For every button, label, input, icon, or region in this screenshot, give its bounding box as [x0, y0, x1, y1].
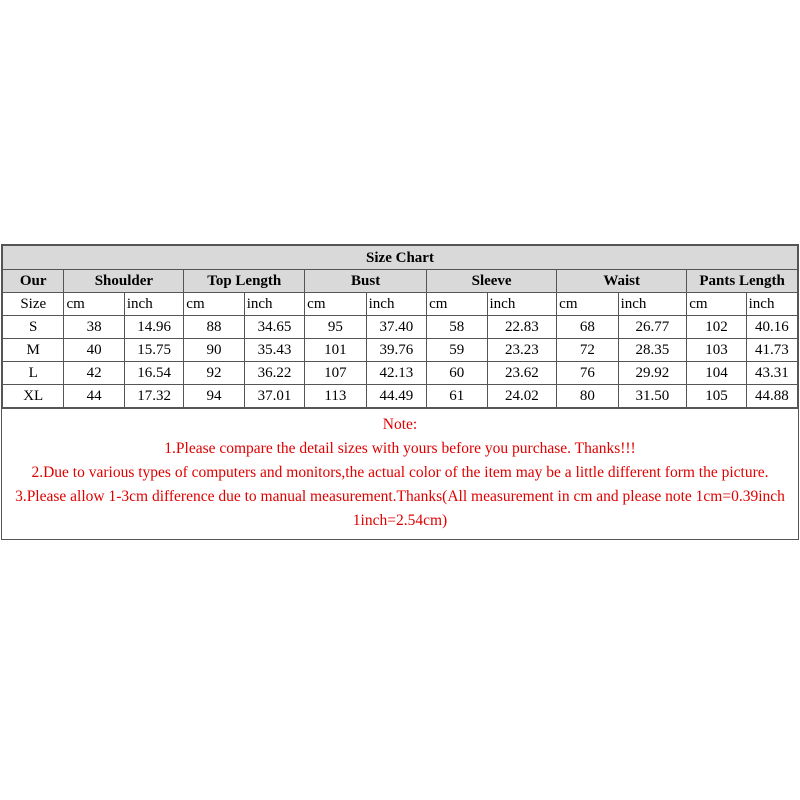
table-cell: 88: [184, 316, 244, 339]
table-row: [3, 316, 798, 339]
table-cell: 61: [427, 385, 487, 408]
table-cell: 80: [557, 385, 618, 408]
unit-cm: cm: [427, 293, 487, 316]
size-label: L: [3, 362, 64, 385]
table-cell: 31.50: [618, 385, 687, 408]
table-cell: 68: [557, 316, 618, 339]
unit-cm: cm: [687, 293, 746, 316]
table-cell: 103: [687, 339, 746, 362]
table-cell: 42: [64, 362, 124, 385]
note-2: 2.Due to various types of computers and monitors,the actual color of the item may be a little different form the picture.: [31, 464, 769, 481]
table-cell: 15.75: [124, 339, 183, 362]
table-cell: 35.43: [244, 339, 304, 362]
table-cell: 38: [64, 316, 124, 339]
table-cell: 44.88: [746, 385, 797, 408]
table-cell: 76: [557, 362, 618, 385]
table-cell: 107: [305, 362, 366, 385]
note-heading: Note:: [382, 416, 418, 433]
table-cell: 40.16: [746, 316, 797, 339]
unit-inch: inch: [244, 293, 304, 316]
table-row: [3, 385, 798, 408]
table-cell: 59: [427, 339, 487, 362]
table-cell: 36.22: [244, 362, 304, 385]
unit-inch: inch: [746, 293, 797, 316]
table-cell: 101: [305, 339, 366, 362]
table-cell: 44: [64, 385, 124, 408]
notes-section: [2, 408, 798, 539]
table-cell: 58: [427, 316, 487, 339]
unit-cm: cm: [305, 293, 366, 316]
table-cell: 43.31: [746, 362, 797, 385]
table-cell: 37.01: [244, 385, 304, 408]
size-label: XL: [3, 385, 64, 408]
table-cell: 105: [687, 385, 746, 408]
table-cell: 72: [557, 339, 618, 362]
table-cell: 26.77: [618, 316, 687, 339]
table-cell: 113: [305, 385, 366, 408]
table-cell: 37.40: [366, 316, 426, 339]
table-cell: 92: [184, 362, 244, 385]
table-cell: 40: [64, 339, 124, 362]
table-cell: 14.96: [124, 316, 183, 339]
table-cell: 44.49: [366, 385, 426, 408]
measure-header: Sleeve: [427, 270, 557, 293]
measure-header: Top Length: [184, 270, 305, 293]
table-cell: 23.62: [487, 362, 557, 385]
unit-inch: inch: [366, 293, 426, 316]
size-header-top: Our: [3, 270, 64, 293]
table-cell: 102: [687, 316, 746, 339]
unit-inch: inch: [618, 293, 687, 316]
size-chart: [1, 244, 799, 540]
measure-header: Pants Length: [687, 270, 798, 293]
table-cell: 23.23: [487, 339, 557, 362]
table-cell: 34.65: [244, 316, 304, 339]
table-row: [3, 362, 798, 385]
table-cell: 17.32: [124, 385, 183, 408]
table-cell: 41.73: [746, 339, 797, 362]
size-label: M: [3, 339, 64, 362]
note-3: 3.Please allow 1-3cm difference due to manual measurement.Thanks(All measurement in cm and please note 1cm=0.39inch 1inch=2.54cm): [15, 488, 785, 529]
unit-cm: cm: [557, 293, 618, 316]
table-cell: 16.54: [124, 362, 183, 385]
size-header-bottom: Size: [3, 293, 64, 316]
chart-title: Size Chart: [3, 246, 798, 270]
note-1: 1.Please compare the detail sizes with yours before you purchase. Thanks!!!: [164, 440, 636, 457]
measure-header: Bust: [305, 270, 427, 293]
unit-cm: cm: [184, 293, 244, 316]
unit-cm: cm: [64, 293, 124, 316]
table-row: [3, 339, 798, 362]
measure-header: Shoulder: [64, 270, 184, 293]
unit-inch: inch: [124, 293, 183, 316]
table-cell: 95: [305, 316, 366, 339]
table-cell: 29.92: [618, 362, 687, 385]
unit-inch: inch: [487, 293, 557, 316]
size-table: [2, 245, 798, 408]
table-cell: 94: [184, 385, 244, 408]
table-cell: 90: [184, 339, 244, 362]
table-cell: 104: [687, 362, 746, 385]
table-cell: 42.13: [366, 362, 426, 385]
table-cell: 24.02: [487, 385, 557, 408]
size-label: S: [3, 316, 64, 339]
table-cell: 39.76: [366, 339, 426, 362]
table-cell: 60: [427, 362, 487, 385]
measure-header: Waist: [557, 270, 687, 293]
table-cell: 22.83: [487, 316, 557, 339]
table-cell: 28.35: [618, 339, 687, 362]
